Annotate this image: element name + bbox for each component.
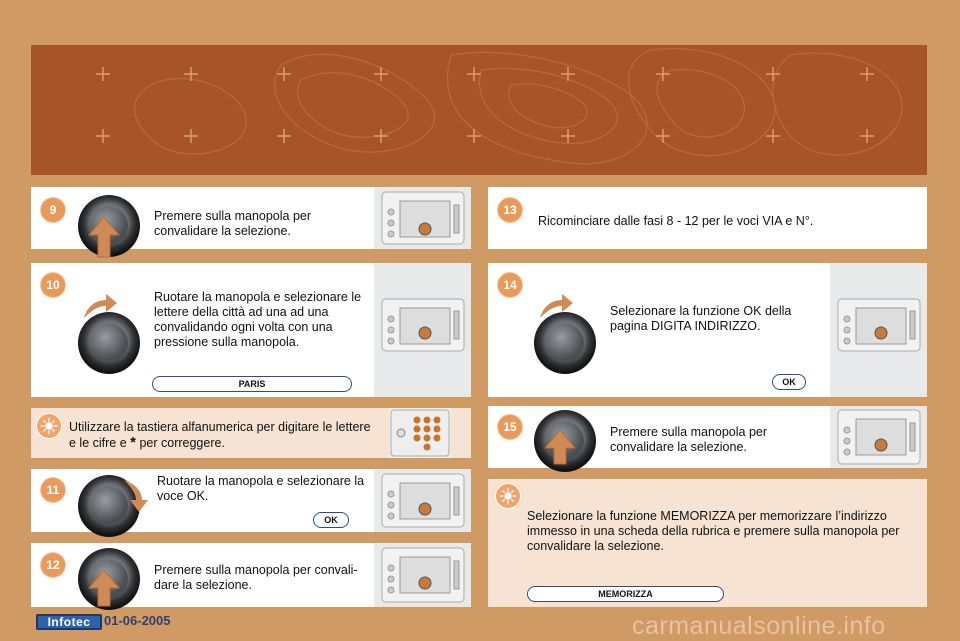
radio-panel-image [830, 263, 927, 397]
step-number-badge: 11 [40, 477, 66, 503]
step-number-badge: 14 [497, 272, 523, 298]
infotec-logo: Infotec [36, 614, 102, 630]
footer-date: 01-06-2005 [104, 613, 171, 628]
step-9-text: Premere sulla manopola per convalidare la selezione. [154, 209, 312, 238]
step-number-badge: 9 [40, 197, 66, 223]
step-number-badge: 10 [40, 272, 66, 298]
step-15-text: Premere sulla manopola per convalidare la selezione. [610, 425, 768, 454]
step-13-text: Ricominciare dalle fasi 8 - 12 per le voci VIA e N°. [538, 214, 814, 228]
tip-keyboard-text [69, 420, 379, 451]
step-number-badge: 13 [497, 197, 523, 223]
paris-field: PARIS [152, 376, 352, 392]
step-10-text: Ruotare la manopola e selezionare le lettere della città ad una ad una convalidando ogni volta con una pressione sulla manopola. [154, 290, 362, 349]
step-11-text: Ruotare la manopola e selezionare la voce OK. [157, 474, 365, 503]
radio-panel-image [374, 263, 471, 397]
radio-panel-image [830, 406, 927, 468]
watermark: carmanualsonline.info [632, 612, 886, 640]
tip-memorizza-text: Selezionare la funzione MEMORIZZA per memorizzare l’indirizzo immesso in una scheda della rubrica e premere sulla manopola per convalidare la selezione. [527, 509, 900, 553]
step-12-text: Premere sulla manopola per convali-dare la selezione. [154, 563, 358, 592]
push-arrow-icon [87, 215, 121, 259]
tip-keyboard-text-b: per correggere. [135, 436, 225, 450]
knob-icon [78, 312, 140, 374]
tip-sun-icon [36, 413, 62, 439]
keypad-image [389, 408, 451, 458]
knob-icon [534, 312, 596, 374]
memorizza-field: MEMORIZZA [527, 586, 724, 602]
push-arrow-icon [87, 568, 121, 608]
push-arrow-icon [543, 428, 577, 466]
radio-panel-image [374, 543, 471, 607]
ok-field: OK [313, 512, 349, 528]
tip-keyboard-text-a: Utilizzare la tastiera alfanumerica per digitare le lettere e le cifre e [69, 420, 371, 450]
ok-field: OK [772, 374, 806, 390]
step-14-text: Selezionare la funzione OK della pagina DIGITA INDIRIZZO. [610, 304, 792, 333]
decorative-banner [31, 45, 927, 175]
topographic-pattern [31, 45, 927, 175]
tip-sun-icon [495, 483, 521, 509]
step-number-badge: 12 [40, 552, 66, 578]
step-number-badge: 15 [497, 414, 523, 440]
radio-panel-image [374, 187, 471, 249]
asterisk-symbol: * [130, 434, 136, 451]
radio-panel-image [374, 469, 471, 532]
rotate-down-arrow-icon [122, 478, 150, 514]
